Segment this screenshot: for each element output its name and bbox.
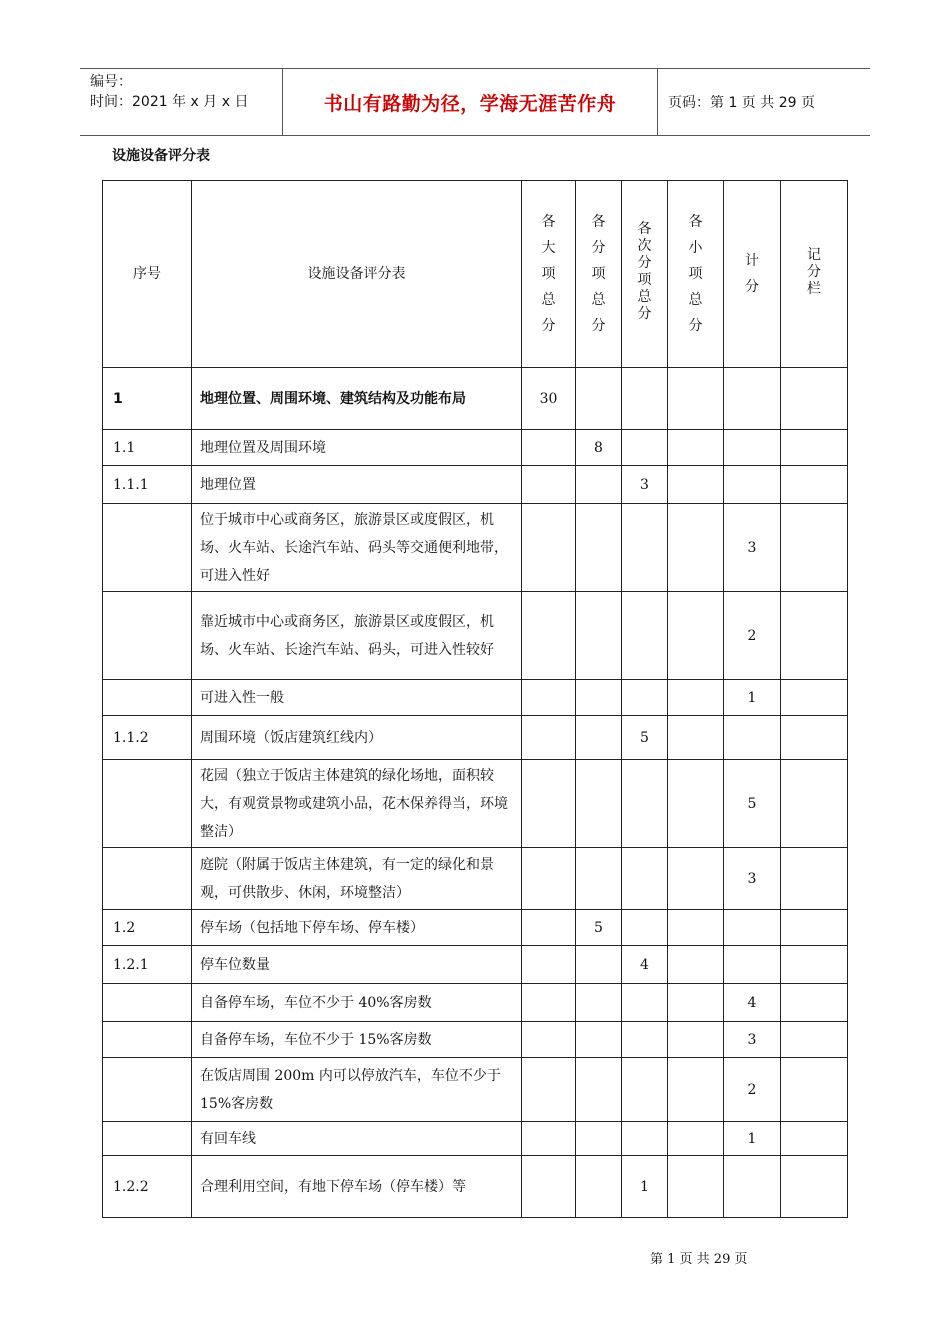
table-row (103, 1022, 848, 1058)
table-row (103, 848, 848, 910)
row-secondary-total (622, 1122, 668, 1156)
row-secondary-total (622, 848, 668, 910)
header-minor-total: 各小项总分 (668, 181, 724, 368)
row-minor-total (668, 848, 724, 910)
row-score: 2 (724, 592, 781, 680)
row-major-total: 30 (522, 368, 576, 430)
table-row (103, 946, 848, 984)
row-major-total (522, 592, 576, 680)
row-score (724, 910, 781, 946)
table-row (103, 1122, 848, 1156)
row-major-total (522, 430, 576, 466)
row-sub-total (576, 848, 622, 910)
row-record (781, 716, 848, 760)
row-sub-total (576, 368, 622, 430)
row-seq (103, 984, 192, 1022)
row-item: 在饭店周围 200m 内可以停放汽车，车位不少于 15%客房数 (192, 1058, 522, 1122)
row-item: 位于城市中心或商务区，旅游景区或度假区，机场、火车站、长途汽车站、码头等交通便利地带，可进入性好 (192, 504, 522, 592)
header-secondary-total: 各次分项总分 (622, 181, 668, 368)
row-minor-total (668, 368, 724, 430)
row-sub-total (576, 504, 622, 592)
row-record (781, 430, 848, 466)
row-sub-total (576, 1156, 622, 1218)
row-major-total (522, 716, 576, 760)
row-major-total (522, 910, 576, 946)
row-sub-total (576, 1022, 622, 1058)
row-record (781, 466, 848, 504)
row-minor-total (668, 466, 724, 504)
row-item: 庭院（附属于饭店主体建筑，有一定的绿化和景观，可供散步、休闲，环境整洁） (192, 848, 522, 910)
row-sub-total: 5 (576, 910, 622, 946)
row-record (781, 1058, 848, 1122)
row-score (724, 946, 781, 984)
row-secondary-total (622, 910, 668, 946)
table-header-row (103, 181, 848, 368)
row-minor-total (668, 680, 724, 716)
row-secondary-total: 1 (622, 1156, 668, 1218)
header-record: 记分栏 (781, 181, 848, 368)
row-item: 地理位置、周围环境、建筑结构及功能布局 (192, 368, 522, 430)
row-sub-total (576, 760, 622, 848)
row-minor-total (668, 504, 724, 592)
row-item: 地理位置及周围环境 (192, 430, 522, 466)
table-row (103, 1058, 848, 1122)
page-footer: 第 1 页 共 29 页 (650, 1252, 748, 1267)
row-seq (103, 680, 192, 716)
row-seq: 1.2.2 (103, 1156, 192, 1218)
row-secondary-total (622, 680, 668, 716)
table-row (103, 368, 848, 430)
row-major-total (522, 504, 576, 592)
row-record (781, 848, 848, 910)
row-item: 自备停车场，车位不少于 40%客房数 (192, 984, 522, 1022)
row-score: 3 (724, 848, 781, 910)
row-record (781, 946, 848, 984)
row-secondary-total (622, 760, 668, 848)
row-item: 合理利用空间，有地下停车场（停车楼）等 (192, 1156, 522, 1218)
row-sub-total (576, 716, 622, 760)
row-sub-total (576, 592, 622, 680)
header-meta (80, 69, 282, 135)
row-score (724, 466, 781, 504)
row-sub-total (576, 946, 622, 984)
row-item: 靠近城市中心或商务区，旅游景区或度假区，机场、火车站、长途汽车站、码头，可进入性较好 (192, 592, 522, 680)
row-major-total (522, 1058, 576, 1122)
row-seq (103, 504, 192, 592)
row-seq: 1.1.2 (103, 716, 192, 760)
row-secondary-total (622, 430, 668, 466)
row-secondary-total (622, 592, 668, 680)
row-score: 2 (724, 1058, 781, 1122)
table-row (103, 430, 848, 466)
row-record (781, 680, 848, 716)
row-seq: 1.1 (103, 430, 192, 466)
row-seq (103, 1022, 192, 1058)
row-secondary-total (622, 1058, 668, 1122)
row-item: 花园（独立于饭店主体建筑的绿化场地，面积较大，有观赏景物或建筑小品，花木保养得当，环境整洁） (192, 760, 522, 848)
row-minor-total (668, 760, 724, 848)
row-seq: 1.2 (103, 910, 192, 946)
table-row (103, 504, 848, 592)
row-major-total (522, 1022, 576, 1058)
row-sub-total (576, 466, 622, 504)
table-row (103, 1156, 848, 1218)
row-score: 1 (724, 680, 781, 716)
row-seq (103, 1122, 192, 1156)
row-minor-total (668, 592, 724, 680)
document-title: 设施设备评分表 (112, 148, 210, 164)
row-score (724, 430, 781, 466)
row-record (781, 504, 848, 592)
row-secondary-total (622, 368, 668, 430)
table-row (103, 680, 848, 716)
row-record (781, 910, 848, 946)
row-minor-total (668, 984, 724, 1022)
table-row (103, 466, 848, 504)
row-item: 可进入性一般 (192, 680, 522, 716)
row-score (724, 1156, 781, 1218)
row-minor-total (668, 430, 724, 466)
header-motto: 书山有路勤为径，学海无涯苦作舟 (282, 69, 658, 135)
row-record (781, 760, 848, 848)
row-minor-total (668, 1022, 724, 1058)
row-major-total (522, 1156, 576, 1218)
row-major-total (522, 848, 576, 910)
row-minor-total (668, 1156, 724, 1218)
row-major-total (522, 680, 576, 716)
row-item: 地理位置 (192, 466, 522, 504)
row-score (724, 716, 781, 760)
row-seq (103, 848, 192, 910)
row-record (781, 368, 848, 430)
header-major-total: 各大项总分 (522, 181, 576, 368)
row-item: 停车场（包括地下停车场、停车楼） (192, 910, 522, 946)
header-sub-total: 各分项总分 (576, 181, 622, 368)
header-seq: 序号 (103, 181, 192, 368)
row-record (781, 1156, 848, 1218)
row-record (781, 1122, 848, 1156)
row-score: 5 (724, 760, 781, 848)
table-row (103, 910, 848, 946)
row-seq: 1.2.1 (103, 946, 192, 984)
row-record (781, 592, 848, 680)
row-item: 自备停车场，车位不少于 15%客房数 (192, 1022, 522, 1058)
row-secondary-total: 3 (622, 466, 668, 504)
row-major-total (522, 466, 576, 504)
row-secondary-total (622, 504, 668, 592)
document-number-label: 编号： (90, 74, 132, 90)
row-score: 3 (724, 504, 781, 592)
row-minor-total (668, 1122, 724, 1156)
row-secondary-total (622, 984, 668, 1022)
row-score: 4 (724, 984, 781, 1022)
row-seq (103, 760, 192, 848)
row-sub-total (576, 1122, 622, 1156)
table-row (103, 592, 848, 680)
row-sub-total (576, 984, 622, 1022)
row-item: 周围环境（饭店建筑红线内） (192, 716, 522, 760)
facility-score-table (102, 180, 848, 1218)
row-minor-total (668, 716, 724, 760)
row-secondary-total: 4 (622, 946, 668, 984)
header-item: 设施设备评分表 (192, 181, 522, 368)
header-page-info: 页码：第 1 页 共 29 页 (668, 95, 815, 111)
table-row (103, 760, 848, 848)
row-item: 有回车线 (192, 1122, 522, 1156)
row-sub-total (576, 680, 622, 716)
row-seq: 1.1.1 (103, 466, 192, 504)
table-row (103, 984, 848, 1022)
row-sub-total: 8 (576, 430, 622, 466)
row-seq: 1 (103, 368, 192, 430)
row-seq (103, 1058, 192, 1122)
header-score: 计分 (724, 181, 781, 368)
row-major-total (522, 1122, 576, 1156)
row-secondary-total (622, 1022, 668, 1058)
row-item: 停车位数量 (192, 946, 522, 984)
row-sub-total (576, 1058, 622, 1122)
page-header (80, 68, 870, 136)
row-minor-total (668, 910, 724, 946)
row-score: 3 (724, 1022, 781, 1058)
row-score: 1 (724, 1122, 781, 1156)
row-seq (103, 592, 192, 680)
row-major-total (522, 760, 576, 848)
row-secondary-total: 5 (622, 716, 668, 760)
row-score (724, 368, 781, 430)
document-time-label: 时间：2021 年 x 月 x 日 (90, 94, 249, 110)
row-minor-total (668, 1058, 724, 1122)
table-row (103, 716, 848, 760)
row-major-total (522, 946, 576, 984)
row-record (781, 984, 848, 1022)
row-minor-total (668, 946, 724, 984)
row-major-total (522, 984, 576, 1022)
row-record (781, 1022, 848, 1058)
